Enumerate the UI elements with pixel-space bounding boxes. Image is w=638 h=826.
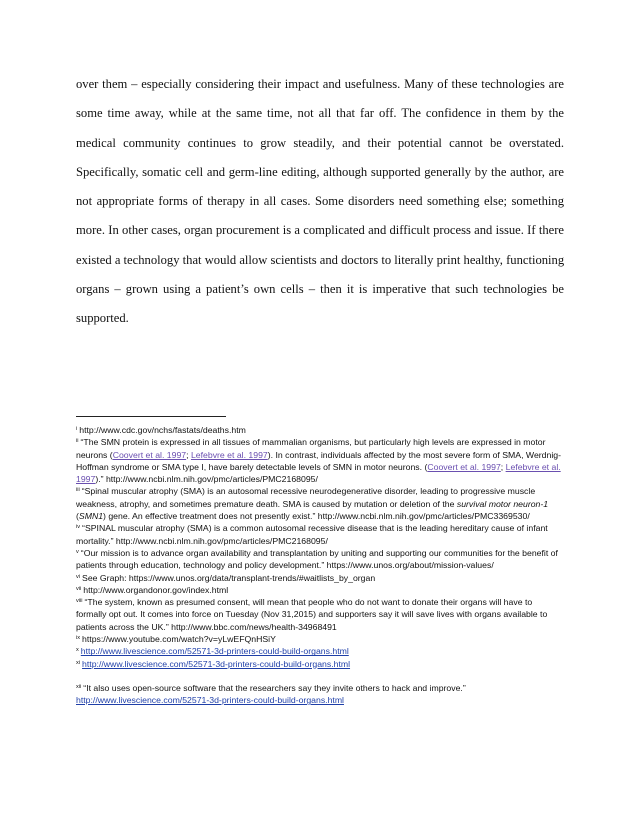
footnote-link[interactable]: http://www.livescience.com/52571-3d-printers-could-build-organs.html [82, 658, 351, 669]
footnote [76, 424, 564, 436]
footnote-marker: viii [76, 598, 83, 605]
body-line: not appropriate forms of therapy in all cases. Some disorders need something else; something [76, 194, 564, 209]
footnote-marker: ix [76, 635, 81, 642]
footnote-separator [76, 416, 226, 417]
body-line: some time away, while at the same time, not all that far off. The confidence in them by the [76, 106, 564, 121]
footnote-text: See Graph: https://www.unos.org/data/transplant-trends/#waitlists_by_organ [82, 572, 376, 583]
footnote-link[interactable]: http://www.livescience.com/52571-3d-printers-could-build-organs.html [80, 646, 349, 657]
footnote-text: http://www.organdonor.gov/index.html [83, 584, 229, 595]
footnote-text: ) gene. An effective treatment does not presently exist.” http://www.ncbi.nlm.nih.gov/pmc/articles/PMC3369530/ [103, 511, 530, 522]
body-line: Specifically, somatic cell and germ-line editing, although supported generally by the author, are [76, 164, 564, 179]
footnote-marker: i [76, 426, 78, 432]
footnote-text: “Our mission is to advance organ availability and transplantation by uniting and supporting our communities for the benefit of patients through education, technology and policy development.” https://www.unos.org/about/mission-values/ [76, 547, 558, 571]
footnote-marker: v [76, 548, 79, 555]
footnote [76, 522, 564, 547]
footnote-marker: iii [76, 487, 80, 494]
footnote-marker: x [76, 647, 79, 654]
citation-link[interactable]: Lefebvre et al. 1997 [76, 461, 561, 485]
footnote [76, 596, 564, 633]
footnote [76, 584, 564, 596]
body-line: medical community continues to grow steadily, and their potential cannot be overstated. [76, 135, 564, 150]
footnote-text: ; [500, 461, 506, 472]
footnote-text: ( [76, 511, 79, 522]
footnote-marker: vi [76, 573, 81, 580]
footnote [76, 645, 564, 657]
gene-name: survival motor neuron-1 [456, 498, 549, 509]
footnote-text: “SPINAL muscular atrophy (SMA) is a common autosomal recessive disease that is the leading hereditary cause of infant mortality.” http://www.ncbi.nlm.nih.gov/pmc/articles/PMC2168095/ [76, 523, 548, 546]
footnote [76, 436, 564, 485]
footnote-marker: xii [76, 683, 82, 690]
footnote-text: “The system, known as presumed consent, will mean that people who do not want to donate their organs will have to formally opt out. It comes into force on Tuesday (Nov 31,2015) and supporters say it will save lives with organs available to patients across the UK.” http://www.bbc.com/news/health-34968491 [76, 597, 548, 632]
spacer [76, 670, 564, 682]
body-line: more. In other cases, organ procurement is a complicated and difficult process and issue. If there [76, 223, 564, 238]
footnote-text: ; [186, 449, 191, 460]
footnote-text: “It also uses open-source software that the researchers say they invite others to hack and improve.” [83, 682, 466, 693]
footnote-link[interactable]: http://www.livescience.com/52571-3d-printers-could-build-organs.html [76, 695, 344, 706]
body-line: over them – especially considering their impact and usefulness. Many of these technologies are [76, 77, 564, 91]
footnote [76, 485, 564, 522]
citation-link[interactable]: Lefebvre et al. 1997 [190, 449, 268, 460]
footnote-marker: xi [76, 659, 81, 666]
footnote-text: https://www.youtube.com/watch?v=yLwEFQnHSiY [82, 634, 276, 645]
footnote-text: ).” http://www.ncbi.nlm.nih.gov/pmc/articles/PMC2168095/ [95, 474, 318, 485]
footnotes [76, 424, 564, 707]
body-line: supported. [76, 311, 129, 326]
citation-link[interactable]: Coovert et al. 1997 [427, 461, 501, 472]
footnote [76, 572, 564, 584]
footnote-text: ). In contrast, individuals affected by the most severe form of SMA, Werdnig-Hoffman syndrome or SMA type I, have barely detectable levels of SMN in motor neurons. ( [76, 449, 561, 472]
footnote-text: “Spinal muscular atrophy (SMA) is an autosomal recessive neurodegenerative disorder, leading to progressive muscle weakness, atrophy, and sometimes premature death. SMA is caused by mutation or deletion of the [76, 486, 536, 509]
footnote [76, 658, 564, 670]
body-line: organs – grown using a patient’s own cells – then it is imperative that such technologies be [76, 282, 564, 297]
footnote [76, 682, 564, 707]
gene-symbol: SMN1 [78, 511, 104, 522]
footnote-marker: vii [76, 585, 82, 592]
body-text [76, 70, 564, 334]
footnote-marker: iv [76, 524, 81, 531]
footnote-text: http://www.cdc.gov/nchs/fastats/deaths.htm [79, 425, 246, 435]
footnote [76, 547, 564, 572]
footnote-marker: ii [76, 438, 79, 445]
citation-link[interactable]: Coovert et al. 1997 [112, 449, 187, 460]
footnote-text: “The SMN protein is expressed in all tissues of mammalian organisms, but particularly high levels are expressed in motor neurons ( [76, 437, 546, 460]
footnote [76, 633, 564, 645]
body-line: existed a technology that would allow scientists and doctors to literally print healthy, functioning [76, 252, 565, 267]
